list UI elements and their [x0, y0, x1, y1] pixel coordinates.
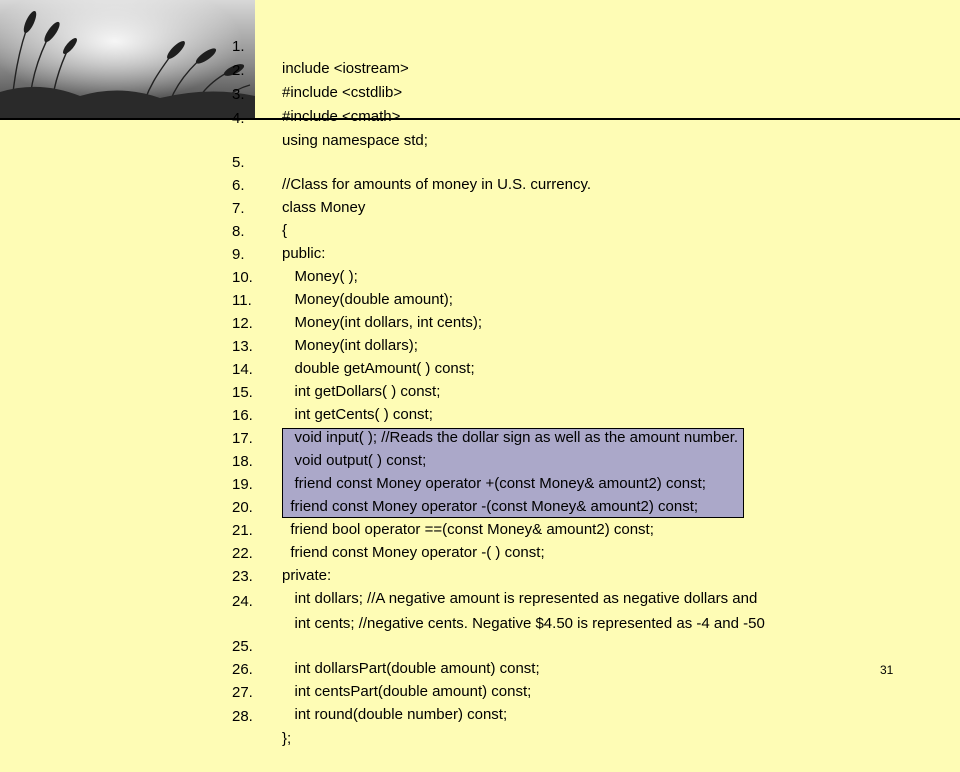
code-text: private:	[282, 567, 332, 584]
line-number: 5.	[232, 154, 245, 171]
code-text: #include <cstdlib>	[282, 84, 403, 101]
line-number: 23.	[232, 568, 253, 585]
code-text: int dollars; //A negative amount is represented as negative dollars and	[282, 590, 758, 607]
line-number: 25.	[232, 638, 253, 655]
line-number: 15.	[232, 384, 253, 401]
line-number: 28.	[232, 708, 253, 725]
line-number: 20.	[232, 499, 253, 516]
code-text: friend bool operator ==(const Money& amount2) const;	[282, 521, 654, 538]
line-number: 6.	[232, 177, 245, 194]
line-number: 11.	[232, 292, 252, 309]
wheat-field-image	[0, 0, 255, 118]
code-text: using namespace std;	[282, 132, 428, 149]
code-text: friend const Money operator -(const Money& amount2) const;	[282, 498, 699, 515]
line-number: 7.	[232, 200, 245, 217]
code-line	[0, 176, 288, 239]
code-line	[0, 14, 409, 77]
line-number: 22.	[232, 545, 253, 562]
line-number: 21.	[232, 522, 253, 539]
code-text: Money(double amount);	[282, 291, 453, 308]
line-number: 17.	[232, 430, 253, 447]
line-number: 1.	[232, 38, 245, 55]
line-number: 18.	[232, 453, 253, 470]
header-divider	[0, 118, 960, 120]
code-line	[0, 153, 366, 216]
line-number: 8.	[232, 223, 245, 240]
code-text: int dollarsPart(double amount) const;	[282, 660, 540, 677]
code-text: include <iostream>	[282, 60, 409, 77]
line-number: 24.	[232, 593, 253, 610]
code-text: void output( ) const;	[282, 452, 427, 469]
line-number: 4.	[232, 110, 245, 127]
code-text: int centsPart(double amount) const;	[282, 683, 532, 700]
line-number: 16.	[232, 407, 253, 424]
line-number: 2.	[232, 62, 245, 79]
code-text: int getCents( ) const;	[282, 406, 433, 423]
line-number: 26.	[232, 661, 253, 678]
code-text: void input( ); //Reads the dollar sign as well as the amount number.	[282, 429, 739, 446]
code-text: Money( );	[282, 268, 358, 285]
line-number: 13.	[232, 338, 253, 355]
code-text: double getAmount( ) const;	[282, 360, 475, 377]
code-text: int round(double number) const;	[282, 706, 508, 723]
code-text: Money(int dollars, int cents);	[282, 314, 483, 331]
code-text: {	[282, 222, 288, 239]
line-number: 10.	[232, 269, 253, 286]
line-number: 3.	[232, 86, 245, 103]
code-text: Money(int dollars);	[282, 337, 418, 354]
line-number: 27.	[232, 684, 253, 701]
line-number: 19.	[232, 476, 253, 493]
line-number: 14.	[232, 361, 253, 378]
code-text: };	[282, 730, 292, 747]
code-text: int cents; //negative cents. Negative $4.50 is represented as -4 and -50	[282, 615, 765, 632]
code-text: int getDollars( ) const;	[282, 383, 441, 400]
code-text: friend const Money operator +(const Money& amount2) const;	[282, 475, 706, 492]
page-number: 31	[880, 663, 894, 677]
line-number: 9.	[232, 246, 245, 263]
line-number: 12.	[232, 315, 253, 332]
code-text: public:	[282, 245, 326, 262]
code-text: class Money	[282, 199, 366, 216]
code-text: #include <cmath>	[282, 108, 401, 125]
code-text: //Class for amounts of money in U.S. currency.	[282, 176, 592, 193]
code-text: friend const Money operator -( ) const;	[282, 544, 545, 561]
